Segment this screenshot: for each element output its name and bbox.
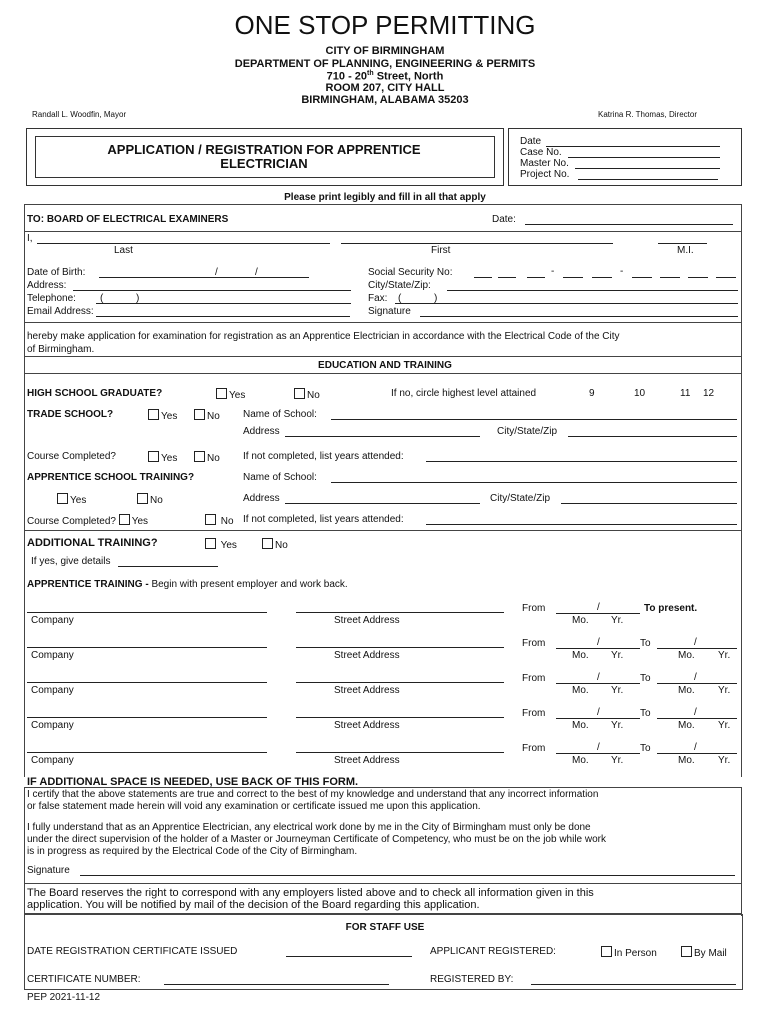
trade-school-name-field[interactable] xyxy=(331,419,737,420)
from-label: From xyxy=(522,638,546,649)
app-address-label: Address xyxy=(243,493,280,504)
trade-csz-label: City/State/Zip xyxy=(497,426,558,437)
app-school-name-field[interactable] xyxy=(331,482,737,483)
date-slash: / xyxy=(694,672,697,683)
company-label: Company xyxy=(31,720,74,731)
street-address: 710 - 20th Street, North xyxy=(326,70,444,83)
tel-paren-close: ) xyxy=(136,293,140,304)
ssn-d6[interactable] xyxy=(632,277,652,278)
trade-completed-label: Course Completed? xyxy=(27,451,116,462)
ssn-d5[interactable] xyxy=(592,277,612,278)
ssn-d7[interactable] xyxy=(660,277,680,278)
street-address-label: Street Address xyxy=(334,685,400,696)
company-field[interactable] xyxy=(27,717,267,718)
date-slash: / xyxy=(694,742,697,753)
checkbox-icon[interactable] xyxy=(205,514,216,525)
date-slash: / xyxy=(597,672,600,683)
company-field[interactable] xyxy=(27,682,267,683)
cert-no-label: CERTIFICATE NUMBER: xyxy=(27,974,141,985)
to-label: To xyxy=(640,638,651,649)
to-label: To xyxy=(640,673,651,684)
mo-label: Mo. xyxy=(678,650,695,661)
from-label: From xyxy=(522,603,546,614)
to-board-label: TO: BOARD OF ELECTRICAL EXAMINERS xyxy=(27,214,229,225)
date-slash: / xyxy=(694,707,697,718)
first-name-field[interactable] xyxy=(341,243,613,244)
mo-label: Mo. xyxy=(572,615,589,626)
street-address-field[interactable] xyxy=(296,717,504,718)
registered-by-field[interactable] xyxy=(531,984,736,985)
mo-label: Mo. xyxy=(572,720,589,731)
signature-field[interactable] xyxy=(80,875,735,876)
to-date-field[interactable] xyxy=(657,683,737,684)
ssn-d4[interactable] xyxy=(563,277,583,278)
address-label: Address: xyxy=(27,280,67,291)
trade-years-field[interactable] xyxy=(426,461,737,462)
room-address: ROOM 207, CITY HALL xyxy=(325,82,445,94)
street-address-label: Street Address xyxy=(334,755,400,766)
trade-years-label: If not completed, list years attended: xyxy=(243,451,404,462)
to-date-field[interactable] xyxy=(657,718,737,719)
cert-no-field[interactable] xyxy=(164,984,389,985)
checkbox-icon[interactable] xyxy=(194,451,205,462)
company-label: Company xyxy=(31,755,74,766)
app-address-field[interactable] xyxy=(285,503,480,504)
divider xyxy=(24,787,742,788)
mo-label: Mo. xyxy=(678,720,695,731)
understand-line3: is in progress as required by the Electrical Code of the City of Birmingham. xyxy=(27,846,358,857)
trade-yes[interactable]: Yes xyxy=(148,409,177,422)
date-slash: / xyxy=(694,637,697,648)
checkbox-icon[interactable] xyxy=(137,493,148,504)
checkbox-icon[interactable] xyxy=(148,409,159,420)
divider xyxy=(24,322,742,323)
app-completed-label: Course Completed? Yes xyxy=(27,516,149,527)
hs-level[interactable]: 10 xyxy=(634,388,646,399)
app-school-yes[interactable]: Yes xyxy=(57,493,86,506)
case-no-label: Case No. xyxy=(520,147,562,158)
yr-label: Yr. xyxy=(718,650,731,661)
first-label: First xyxy=(431,245,451,256)
from-date-field[interactable] xyxy=(556,753,640,754)
project-no-field[interactable] xyxy=(578,179,718,180)
checkbox-icon[interactable] xyxy=(262,538,273,549)
additional-details-label: If yes, give details xyxy=(31,556,111,567)
ssn-d1[interactable] xyxy=(474,277,492,278)
tel-paren-open: ( xyxy=(100,293,104,304)
mi-field[interactable] xyxy=(658,243,707,244)
telephone-field[interactable] xyxy=(96,303,351,304)
from-date-field[interactable] xyxy=(556,683,640,684)
fax-field[interactable] xyxy=(395,303,738,304)
from-date-field[interactable] xyxy=(556,648,640,649)
trade-address-field[interactable] xyxy=(285,436,480,437)
company-label: Company xyxy=(31,650,74,661)
staff-heading: FOR STAFF USE xyxy=(345,922,425,933)
app-years-label: If not completed, list years attended: xyxy=(243,514,404,525)
checkbox-icon[interactable] xyxy=(194,409,205,420)
divider xyxy=(24,530,742,531)
date-issued-label: DATE REGISTRATION CERTIFICATE ISSUED xyxy=(27,946,238,957)
to-date-field[interactable] xyxy=(657,753,737,754)
hs-level[interactable]: 9 xyxy=(589,388,595,399)
street-address-field[interactable] xyxy=(296,682,504,683)
hs-yes[interactable]: Yes xyxy=(216,388,245,401)
email-field[interactable] xyxy=(96,316,350,317)
frame-right xyxy=(741,204,742,777)
additional-yes[interactable]: Yes xyxy=(205,538,237,551)
date-slash: / xyxy=(597,742,600,753)
dob-slash-2: / xyxy=(255,267,258,278)
app-school-no[interactable]: No xyxy=(137,493,163,506)
date-slash: / xyxy=(597,707,600,718)
fax-label: Fax: xyxy=(368,293,388,304)
city-name: CITY OF BIRMINGHAM xyxy=(325,45,445,57)
mo-label: Mo. xyxy=(678,685,695,696)
apprentice-school-label: APPRENTICE SCHOOL TRAINING? xyxy=(27,472,195,483)
form-title-line2: ELECTRICIAN xyxy=(220,156,308,171)
trade-address-label: Address xyxy=(243,426,280,437)
page-title: ONE STOP PERMITTING xyxy=(234,10,536,40)
registered-by-label: REGISTERED BY: xyxy=(430,974,514,985)
street-address-label: Street Address xyxy=(334,650,400,661)
ssn-label: Social Security No: xyxy=(368,267,453,278)
board-line2: application. You will be notified by mail of the decision of the Board regarding this application. xyxy=(27,899,480,911)
trade-school-name-label: Name of School: xyxy=(243,409,317,420)
checkbox-icon[interactable] xyxy=(119,514,130,525)
hs-circle-label: If no, circle highest level attained xyxy=(391,388,537,399)
hs-level[interactable]: 12 xyxy=(703,388,715,399)
trade-no[interactable]: No xyxy=(194,409,220,422)
education-heading: EDUCATION AND TRAINING xyxy=(318,360,452,371)
yr-label: Yr. xyxy=(611,685,624,696)
app-school-name-label: Name of School: xyxy=(243,472,317,483)
fax-paren-close: ) xyxy=(434,293,438,304)
from-date-field[interactable] xyxy=(556,613,640,614)
street-address-field[interactable] xyxy=(296,612,504,613)
company-field[interactable] xyxy=(27,752,267,753)
declaration-line2: of Birmingham. xyxy=(27,344,95,355)
trade-completed-no[interactable]: No xyxy=(194,451,220,464)
department-name: DEPARTMENT OF PLANNING, ENGINEERING & PERMITS xyxy=(234,58,536,70)
yr-label: Yr. xyxy=(611,755,624,766)
understand-line1: I fully understand that as an Apprentice Electrician, any electrical work done by me in the City of Birmingham must only be done xyxy=(27,822,591,833)
to-date-field[interactable] xyxy=(657,648,737,649)
fax-paren-open: ( xyxy=(398,293,402,304)
to-present-label: To present. xyxy=(644,603,698,614)
by-mail-option[interactable]: By Mail xyxy=(681,946,727,959)
to-label: To xyxy=(640,743,651,754)
street-address-field[interactable] xyxy=(296,752,504,753)
email-label: Email Address: xyxy=(27,306,94,317)
app-csz-field[interactable] xyxy=(561,503,737,504)
yr-label: Yr. xyxy=(611,650,624,661)
master-no-field[interactable] xyxy=(575,168,720,169)
trade-label: TRADE SCHOOL? xyxy=(27,409,114,420)
certify-line2: or false statement made herein will void any examination or certificate issued me upon this application. xyxy=(27,801,481,812)
frame-right-2 xyxy=(741,787,742,916)
checkbox-icon[interactable] xyxy=(216,388,227,399)
master-no-label: Master No. xyxy=(520,158,569,169)
last-name-field[interactable] xyxy=(37,243,330,244)
dob-field[interactable] xyxy=(99,277,309,278)
yr-label: Yr. xyxy=(718,720,731,731)
i-label: I, xyxy=(27,233,33,244)
trade-completed-yes[interactable]: Yes xyxy=(148,451,177,464)
street-address-label: Street Address xyxy=(334,615,400,626)
yr-label: Yr. xyxy=(611,720,624,731)
from-label: From xyxy=(522,743,546,754)
project-no-label: Project No. xyxy=(520,169,570,180)
trade-csz-field[interactable] xyxy=(568,436,737,437)
to-label: To xyxy=(640,708,651,719)
mo-label: Mo. xyxy=(572,685,589,696)
ssn-d2[interactable] xyxy=(498,277,516,278)
frame-left-2 xyxy=(24,787,25,916)
company-label: Company xyxy=(31,615,74,626)
mayor-name: Randall L. Woodfin, Mayor xyxy=(32,110,127,119)
case-no-field[interactable] xyxy=(568,157,720,158)
divider xyxy=(24,356,742,357)
office-date-label: Date xyxy=(520,136,542,147)
checkbox-icon[interactable] xyxy=(57,493,68,504)
csz-field[interactable] xyxy=(447,290,738,291)
csz-label: City/State/Zip: xyxy=(368,280,431,291)
mo-label: Mo. xyxy=(678,755,695,766)
date-slash: / xyxy=(597,637,600,648)
checkbox-icon[interactable] xyxy=(601,946,612,957)
form-code: PEP 2021-11-12 xyxy=(27,992,101,1003)
additional-label: ADDITIONAL TRAINING? xyxy=(27,537,158,549)
office-date-field[interactable] xyxy=(546,146,720,147)
apprentice-training-label: APPRENTICE TRAINING - Begin with present employer and work back. xyxy=(27,579,348,590)
dob-label: Date of Birth: xyxy=(27,267,86,278)
app-completed-no[interactable]: No xyxy=(205,514,234,527)
city-state: BIRMINGHAM, ALABAMA 35203 xyxy=(301,94,469,106)
ssn-d3[interactable] xyxy=(527,277,545,278)
additional-no[interactable]: No xyxy=(262,538,288,551)
yr-label: Yr. xyxy=(718,685,731,696)
company-field[interactable] xyxy=(27,612,267,613)
signature-label: Signature xyxy=(27,865,70,876)
ssn-dash-1: - xyxy=(551,266,555,277)
declaration-line1: hereby make application for examination for registration as an Apprentice Electrician in accordance with the Electrical Code of the City xyxy=(27,331,620,342)
app-years-field[interactable] xyxy=(426,524,737,525)
checkbox-icon[interactable] xyxy=(205,538,216,549)
divider xyxy=(24,883,742,884)
date-label: Date: xyxy=(492,214,516,225)
checkbox-icon[interactable] xyxy=(148,451,159,462)
street-address-field[interactable] xyxy=(296,647,504,648)
form-title-line1: APPLICATION / REGISTRATION FOR APPRENTICE xyxy=(107,142,421,157)
ssn-d9[interactable] xyxy=(716,277,736,278)
yr-label: Yr. xyxy=(718,755,731,766)
ssn-d8[interactable] xyxy=(688,277,708,278)
divider xyxy=(24,231,742,232)
checkbox-icon[interactable] xyxy=(681,946,692,957)
divider xyxy=(24,373,742,374)
ssn-dash-2: - xyxy=(620,266,624,277)
last-label: Last xyxy=(114,245,133,256)
date-field[interactable] xyxy=(525,224,733,225)
signature-top-label: Signature xyxy=(368,306,411,317)
extra-space-note: IF ADDITIONAL SPACE IS NEEDED, USE BACK OF THIS FORM. xyxy=(27,776,359,788)
hs-no[interactable]: No xyxy=(294,388,320,401)
telephone-label: Telephone: xyxy=(27,293,76,304)
app-csz-label: City/State/Zip xyxy=(490,493,551,504)
in-person-option[interactable]: In Person xyxy=(601,946,657,959)
applicant-registered-label: APPLICANT REGISTERED: xyxy=(430,946,556,957)
checkbox-icon[interactable] xyxy=(294,388,305,399)
understand-line2: under the direct supervision of the holder of a Master or Journeyman Certificate of Competency, who must be on the job while work xyxy=(27,834,606,845)
mo-label: Mo. xyxy=(572,755,589,766)
date-issued-field[interactable] xyxy=(286,956,412,957)
from-date-field[interactable] xyxy=(556,718,640,719)
board-line1: The Board reserves the right to correspond with any employers listed above and to check all information given in this xyxy=(27,887,594,899)
certify-line1: I certify that the above statements are true and correct to the best of my knowledge and understand that any incorrect information xyxy=(27,789,599,800)
hs-label: HIGH SCHOOL GRADUATE? xyxy=(27,388,163,399)
date-slash: / xyxy=(597,602,600,613)
street-address-label: Street Address xyxy=(334,720,400,731)
hs-level[interactable]: 11 xyxy=(680,388,691,399)
company-field[interactable] xyxy=(27,647,267,648)
frame-left xyxy=(24,204,25,777)
from-label: From xyxy=(522,673,546,684)
instruction-text: Please print legibly and fill in all that apply xyxy=(284,192,486,203)
company-label: Company xyxy=(31,685,74,696)
frame-top xyxy=(24,204,742,205)
mi-label: M.I. xyxy=(677,245,694,256)
address-field[interactable] xyxy=(73,290,351,291)
yr-label: Yr. xyxy=(611,615,624,626)
signature-top-field[interactable] xyxy=(420,316,738,317)
from-label: From xyxy=(522,708,546,719)
director-name: Katrina R. Thomas, Director xyxy=(598,110,697,119)
additional-details-field[interactable] xyxy=(118,566,218,567)
dob-slash-1: / xyxy=(215,267,218,278)
mo-label: Mo. xyxy=(572,650,589,661)
